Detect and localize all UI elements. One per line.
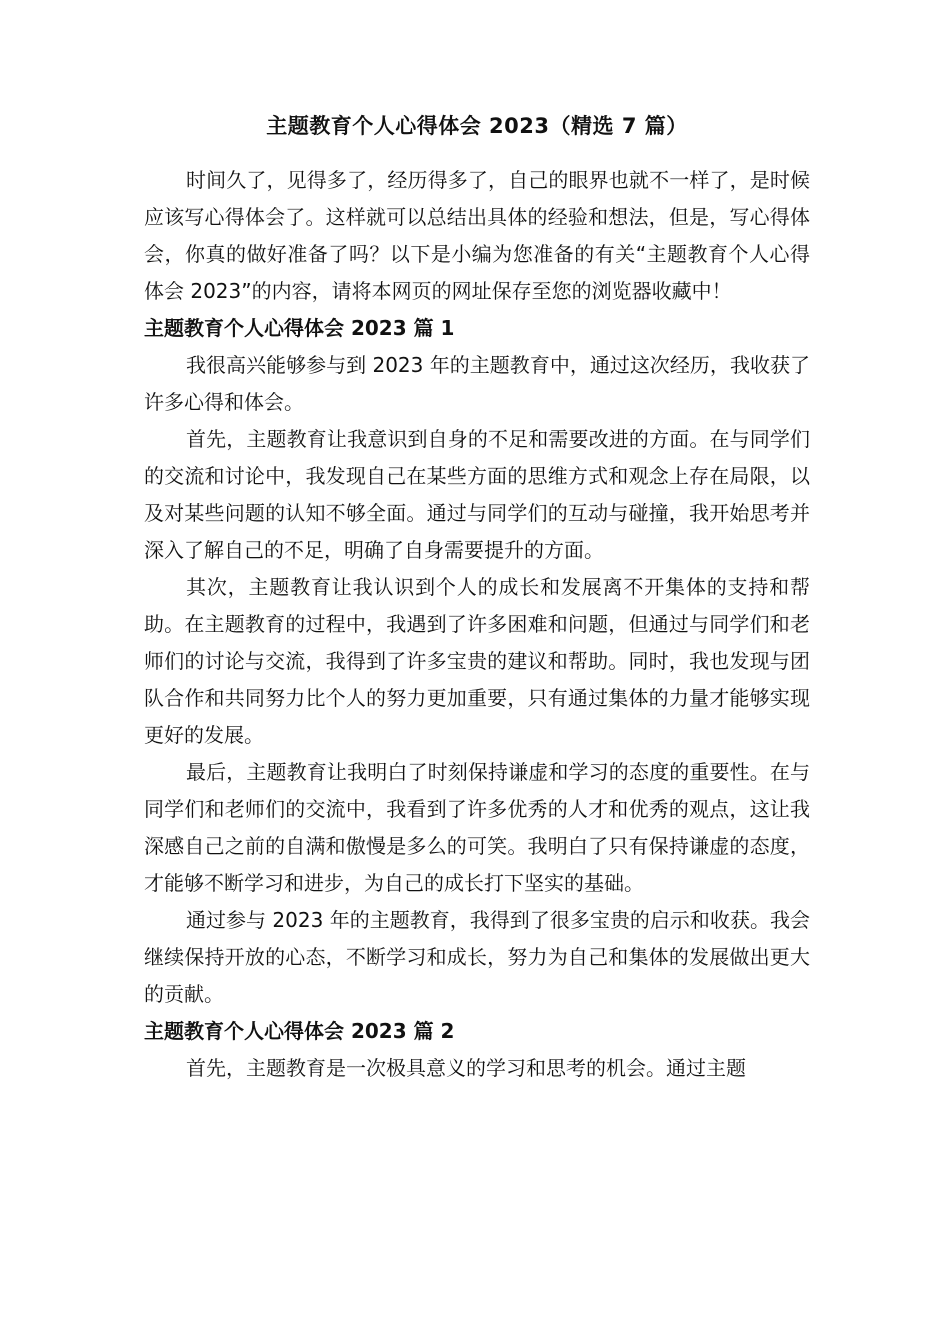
section-1-heading: 主题教育个人心得体会 2023 篇 1: [144, 316, 455, 340]
document-title: 主题教育个人心得体会 2023（精选 7 篇）: [266, 114, 688, 138]
section-1-paragraph-1: 我很高兴能够参与到 2023 年的主题教育中，通过这次经历，我收获了许多心得和体会。: [144, 353, 810, 414]
section-1-paragraph-3: 其次，主题教育让我认识到个人的成长和发展离不开集体的支持和帮助。在主题教育的过程中，我遇到了许多困难和问题，但通过与同学们和老师们的讨论与交流，我得到了许多宝贵的建议和帮助。同时，我也发现与团队合作和共同努力比个人的努力更加重要，只有通过集体的力量才能够实现更好的发展。: [144, 575, 810, 747]
document-content: [144, 108, 810, 1087]
section-1-paragraph-4: 最后，主题教育让我明白了时刻保持谦虚和学习的态度的重要性。在与同学们和老师们的交流中，我看到了许多优秀的人才和优秀的观点，这让我深感自己之前的自满和傲慢是多么的可笑。我明白了只有保持谦虚的态度，才能够不断学习和进步，为自己的成长打下坚实的基础。: [144, 760, 810, 895]
section-2-heading: 主题教育个人心得体会 2023 篇 2: [144, 1019, 455, 1043]
section-1-paragraph-2: 首先，主题教育让我意识到自身的不足和需要改进的方面。在与同学们的交流和讨论中，我发现自己在某些方面的思维方式和观念上存在局限，以及对某些问题的认知不够全面。通过与同学们的互动与碰撞，我开始思考并深入了解自己的不足，明确了自身需要提升的方面。: [144, 427, 810, 562]
section-1-paragraph-5: 通过参与 2023 年的主题教育，我得到了很多宝贵的启示和收获。我会继续保持开放的心态，不断学习和成长，努力为自己和集体的发展做出更大的贡献。: [144, 908, 810, 1006]
section-2-paragraph-1: 首先，主题教育是一次极具意义的学习和思考的机会。通过主题: [186, 1056, 746, 1080]
intro-paragraph: 时间久了，见得多了，经历得多了，自己的眼界也就不一样了，是时候应该写心得体会了。这样就可以总结出具体的经验和想法，但是，写心得体会，你真的做好准备了吗？以下是小编为您准备的有关“主题教育个人心得体会 2023”的内容，请将本网页的网址保存至您的浏览器收藏中！: [144, 168, 810, 303]
